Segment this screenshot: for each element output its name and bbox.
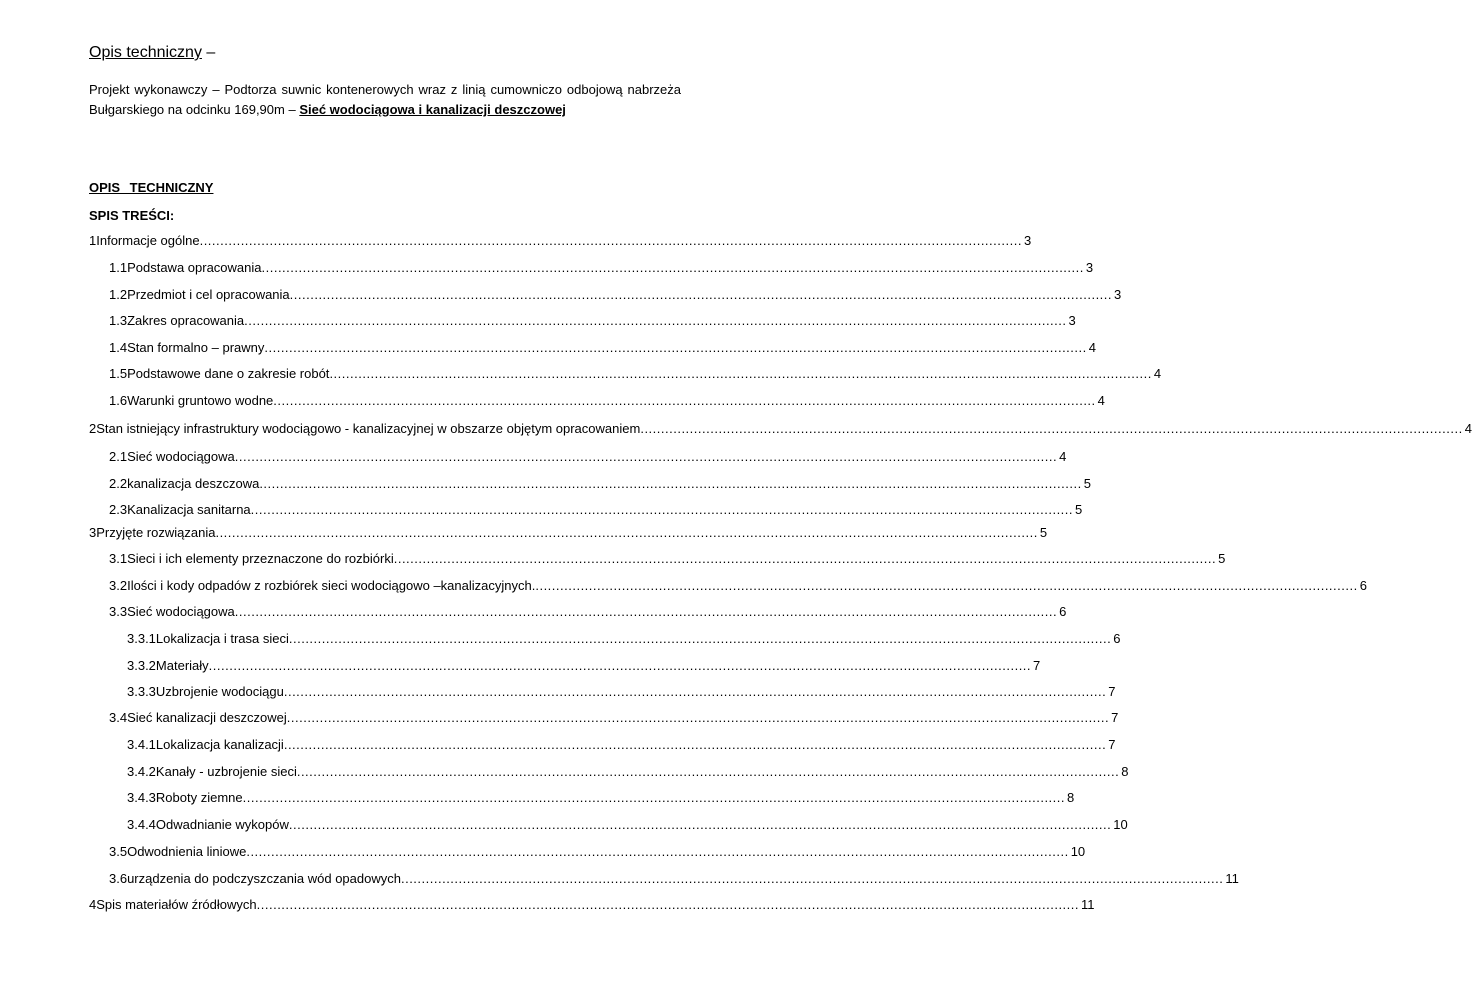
toc-entry-page: 8: [1067, 790, 1075, 805]
toc-entry-label: Przyjęte rozwiązania: [96, 525, 216, 540]
toc-entry-leader-dots: ........................................................................................................................................................................................................: [242, 790, 1066, 805]
toc-entry-page: 7: [1111, 710, 1119, 725]
toc-entry-label: Sieć wodociągowa: [127, 449, 235, 464]
toc-entry-label: Lokalizacja kanalizacji: [155, 737, 284, 752]
document-title-main: Opis techniczny: [89, 44, 202, 61]
toc-entry-leader-dots: ........................................................................................................................................................................................................: [288, 631, 1112, 646]
toc-entry-label: Lokalizacja i trasa sieci: [155, 631, 289, 646]
toc-entry-number: 3.1: [109, 551, 128, 566]
toc-entry-number: 2.3: [109, 502, 128, 517]
toc-entry-page: 3: [1085, 260, 1094, 275]
toc-entry-leader-dots: ........................................................................................................................................................................................................: [289, 287, 1113, 302]
toc-entry-leader-dots: ........................................................................................................................................................................................................: [199, 233, 1022, 248]
toc-entry-leader-dots: ........................................................................................................................................................................................................: [215, 525, 1038, 540]
toc-entry-leader-dots: ........................................................................................................................................................................................................: [259, 476, 1082, 491]
toc-entry[interactable]: [109, 604, 1067, 620]
toc-entry-number: 1.5: [109, 366, 128, 381]
toc-entry-label: urządzenia do podczyszczania wód opadowych: [127, 871, 401, 886]
toc-entry-page: 4: [1088, 340, 1096, 355]
toc-entry-leader-dots: ........................................................................................................................................................................................................: [261, 260, 1084, 275]
toc-entry-page: 10: [1113, 817, 1128, 832]
toc-entry[interactable]: [89, 421, 1472, 437]
toc-entry-label: Odwadnianie wykopów: [155, 817, 289, 832]
toc-entry-page: 5: [1075, 502, 1083, 517]
toc-entry-page: 5: [1218, 551, 1226, 566]
toc-entry-number: 1.1: [109, 260, 128, 275]
toc-entry-leader-dots: ........................................................................................................................................................................................................: [234, 604, 1058, 619]
toc-entry-leader-dots: ........................................................................................................................................................................................................: [393, 551, 1217, 566]
toc-entry-page: 8: [1121, 764, 1129, 779]
toc-entry-page: 4: [1464, 421, 1472, 436]
toc-entry-number: 3.5: [109, 844, 128, 859]
toc-entry-label: Odwodnienia liniowe: [127, 844, 247, 859]
toc-entry[interactable]: [109, 710, 1119, 726]
toc-entry[interactable]: [109, 393, 1105, 409]
toc-entry-number: 1: [89, 233, 97, 248]
toc-entry[interactable]: [89, 897, 1095, 913]
toc-entry[interactable]: [89, 233, 1032, 249]
toc-entry-leader-dots: ........................................................................................................................................................................................................: [283, 684, 1107, 699]
toc-entry-label: Informacje ogólne: [96, 233, 200, 248]
toc-entry-page: 6: [1359, 578, 1367, 593]
toc-entry-number: 2: [89, 421, 97, 436]
toc-entry-number: 1.3: [109, 313, 128, 328]
toc-entry-label: Spis materiałów źródłowych: [96, 897, 257, 912]
toc-entry-leader-dots: ........................................................................................................................................................................................................: [264, 340, 1087, 355]
document-title-suffix: –: [201, 44, 216, 61]
toc-entry-number: 3.4.2: [127, 764, 156, 779]
toc-entry-page: 6: [1059, 604, 1067, 619]
toc-entry-page: 10: [1070, 844, 1086, 859]
toc-entry[interactable]: [127, 631, 1121, 647]
toc-entry[interactable]: [127, 790, 1075, 806]
toc-entry-label: Materiały: [155, 658, 209, 673]
toc-entry-label: Uzbrojenie wodociągu: [155, 684, 284, 699]
toc-entry-page: 7: [1033, 658, 1041, 673]
toc-entry-number: 3.3.1: [127, 631, 156, 646]
toc-entry-leader-dots: ........................................................................................................................................................................................................: [208, 658, 1032, 673]
toc-entry-label: Sieć wodociągowa: [127, 604, 235, 619]
subtitle-text: Projekt wykonawczy – Podtorza suwnic kontenerowych wraz z linią cumowniczo odbojową nabrzeża Bułgarskiego na odcinku 169,90m –: [89, 82, 681, 117]
toc-entry-label: Ilości i kody odpadów z rozbiórek sieci wodociągowo –kanalizacyjnych.: [127, 578, 536, 593]
toc-entry-page: 5: [1039, 525, 1048, 540]
toc-entry-leader-dots: ........................................................................................................................................................................................................: [400, 871, 1224, 886]
toc-entry-leader-dots: ........................................................................................................................................................................................................: [273, 393, 1096, 408]
toc-entry[interactable]: [109, 340, 1096, 356]
toc-entry-label: kanalizacja deszczowa: [127, 476, 260, 491]
toc-entry-number: 3.2: [109, 578, 128, 593]
document-title: [89, 44, 215, 62]
toc-entry-leader-dots: ........................................................................................................................................................................................................: [244, 313, 1067, 328]
toc-title: SPIS TREŚCI:: [89, 208, 175, 223]
toc-entry-label: Kanalizacja sanitarna: [127, 502, 251, 517]
toc-entry-page: 4: [1153, 366, 1162, 381]
toc-entry-page: 4: [1097, 393, 1105, 408]
toc-entry-label: Zakres opracowania: [127, 313, 245, 328]
toc-entry-number: 3.3.2: [127, 658, 156, 673]
toc-entry-page: 5: [1083, 476, 1091, 491]
toc-entry-leader-dots: ........................................................................................................................................................................................................: [288, 817, 1112, 832]
toc-entry-leader-dots: ........................................................................................................................................................................................................: [640, 421, 1463, 436]
toc-entry-number: 2.1: [109, 449, 128, 464]
toc-entry-leader-dots: ........................................................................................................................................................................................................: [296, 764, 1120, 779]
toc-entry[interactable]: [127, 764, 1129, 780]
toc-entry[interactable]: [127, 817, 1128, 833]
toc-entry[interactable]: [89, 525, 1048, 541]
toc-entry[interactable]: [109, 260, 1094, 276]
toc-entry-label: Przedmiot i cel opracowania: [127, 287, 290, 302]
toc-entry[interactable]: [109, 476, 1091, 492]
toc-entry-label: Podstawowe dane o zakresie robót: [127, 366, 330, 381]
toc-entry-page: 7: [1108, 684, 1116, 699]
toc-entry-page: 7: [1108, 737, 1116, 752]
toc-entry-label: Podstawa opracowania: [127, 260, 262, 275]
toc-entry-leader-dots: ........................................................................................................................................................................................................: [250, 502, 1074, 517]
toc-entry-number: 3.4.3: [127, 790, 156, 805]
toc-entry[interactable]: [109, 287, 1122, 303]
toc-entry-page: 3: [1023, 233, 1032, 248]
toc-entry[interactable]: [109, 551, 1226, 567]
toc-entry-leader-dots: ........................................................................................................................................................................................................: [535, 578, 1358, 593]
toc-entry-number: 2.2: [109, 476, 128, 491]
toc-entry[interactable]: [109, 871, 1239, 887]
toc-entry-number: 3.4.4: [127, 817, 156, 832]
toc-entry-page: 11: [1081, 897, 1095, 912]
toc-entry[interactable]: [109, 449, 1067, 465]
toc-entry-number: 1.4: [109, 340, 128, 355]
toc-entry-label: Stan istniejący infrastruktury wodociągowo - kanalizacyjnej w obszarze objętym opracowaniem: [96, 421, 641, 436]
toc-entry-leader-dots: ........................................................................................................................................................................................................: [283, 737, 1107, 752]
toc-entry[interactable]: [109, 313, 1076, 329]
toc-entry-number: 3.4.1: [127, 737, 156, 752]
document-subtitle: [89, 80, 681, 120]
toc-entry-number: 3.6: [109, 871, 128, 886]
toc-entry-leader-dots: ........................................................................................................................................................................................................: [234, 449, 1058, 464]
toc-entry[interactable]: [127, 658, 1041, 674]
toc-entry[interactable]: [127, 737, 1116, 753]
toc-entry[interactable]: [109, 578, 1367, 594]
toc-entry-label: Stan formalno – prawny: [127, 340, 265, 355]
toc-entry-number: 3.4: [109, 710, 128, 725]
toc-entry-label: Sieci i ich elementy przeznaczone do rozbiórki: [127, 551, 394, 566]
toc-entry[interactable]: [109, 502, 1083, 518]
toc-entry-leader-dots: ........................................................................................................................................................................................................: [286, 710, 1110, 725]
toc-entry[interactable]: [127, 684, 1116, 700]
toc-entry-label: Sieć kanalizacji deszczowej: [127, 710, 287, 725]
toc-entry-number: 4: [89, 897, 97, 912]
toc-entry-number: 3.3: [109, 604, 128, 619]
toc-entry-label: Warunki gruntowo wodne: [127, 393, 274, 408]
toc-entry-leader-dots: ........................................................................................................................................................................................................: [246, 844, 1069, 859]
toc-entry-number: 3: [89, 525, 97, 540]
toc-entry-page: 6: [1113, 631, 1121, 646]
toc-entry[interactable]: [109, 844, 1086, 860]
toc-entry-number: 1.2: [109, 287, 128, 302]
subtitle-bold: Sieć wodociągowa i kanalizacji deszczowej: [299, 102, 566, 117]
toc-entry-number: 1.6: [109, 393, 128, 408]
toc-entry-label: Kanały - uzbrojenie sieci: [155, 764, 297, 779]
toc-entry-page: 11: [1225, 871, 1239, 886]
toc-entry-leader-dots: ........................................................................................................................................................................................................: [256, 897, 1080, 912]
toc-entry-leader-dots: ........................................................................................................................................................................................................: [329, 366, 1152, 381]
toc-entry-label: Roboty ziemne: [155, 790, 243, 805]
toc-entry-number: 3.3.3: [127, 684, 156, 699]
toc-entry-page: 3: [1068, 313, 1076, 328]
toc-entry-page: 3: [1114, 287, 1122, 302]
section-heading: OPIS TECHNICZNY: [89, 180, 214, 195]
toc-entry-page: 4: [1059, 449, 1067, 464]
toc-entry[interactable]: [109, 366, 1162, 382]
